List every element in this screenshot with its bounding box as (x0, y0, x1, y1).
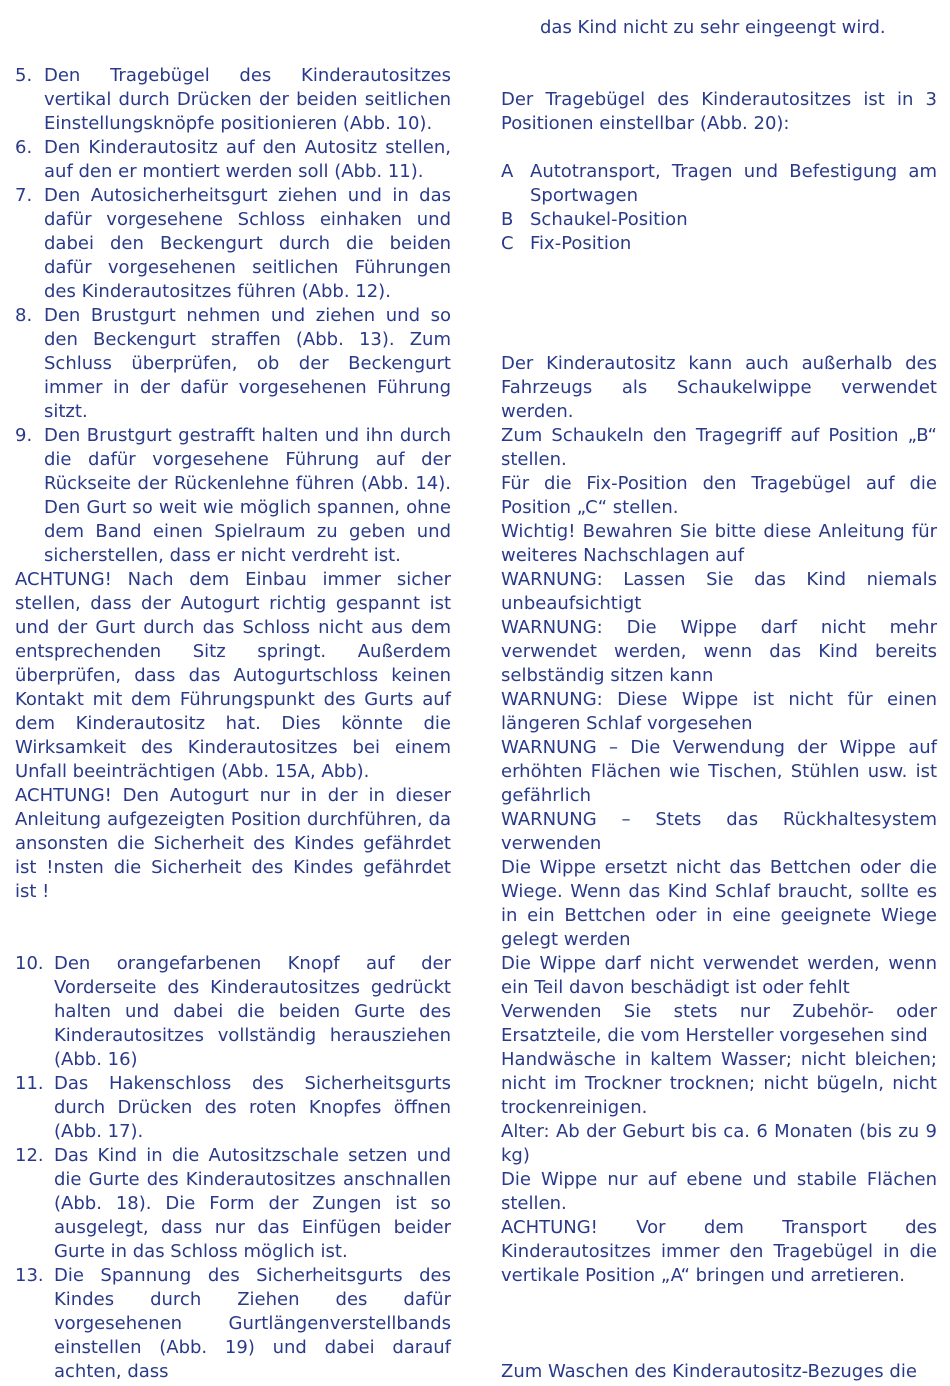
step-number: 5. (15, 65, 33, 86)
step-number: 6. (15, 137, 33, 158)
paragraph: Die Wippe ersetzt nicht das Bettchen oder die Wiege. Wenn das Kind Schlaf braucht, sollte es in ein Bettchen oder in eine geeignete Wiege gelegt werden (501, 857, 937, 950)
position-letter: C (501, 233, 514, 254)
position-letter: B (501, 209, 514, 230)
paragraph: Die Wippe nur auf ebene und stabile Flächen stellen. (501, 1169, 937, 1214)
positions-list (501, 160, 937, 256)
paragraph: Alter: Ab der Geburt bis ca. 6 Monaten (bis zu 9 kg) (501, 1121, 937, 1166)
warning-paragraph: WARNUNG – Stets das Rückhaltesystem verwenden (501, 809, 937, 854)
warning-paragraph: WARNUNG: Lassen Sie das Kind niemals unbeaufsichtigt (501, 569, 937, 614)
step-number: 8. (15, 305, 33, 326)
paragraph: Die Wippe darf nicht verwendet werden, wenn ein Teil davon beschädigt ist oder fehlt (501, 953, 937, 998)
list-item (15, 136, 451, 184)
step-text: Das Kind in die Autositzschale setzen und die Gurte des Kinderautositzes anschnallen (Abb. 18). Die Form der Zungen ist so ausgelegt, dass nur das Einfügen beider Gurte in das Schloss möglich ist. (54, 1145, 451, 1262)
step-text: Den orangefarbenen Knopf auf der Vorderseite des Kinderautositzes gedrückt halten und dabei die beiden Gurte des Kinderautositzes vollständig herausziehen (Abb. 16) (54, 953, 451, 1070)
warning-paragraph: ACHTUNG! Den Autogurt nur in der in dieser Anleitung aufgezeigten Position durchführen, da ansonsten die Sicherheit des Kindes gefährdet ist !nsten die Sicherheit des Kindes gefährdet ist ! (15, 785, 451, 902)
steps-list-a (15, 64, 451, 568)
paragraph: Der Kinderautositz kann auch außerhalb des Fahrzeugs als Schaukelwippe verwendet werden. (501, 353, 937, 422)
step-text: Den Brustgurt nehmen und ziehen und so den Beckengurt straffen (Abb. 13). Zum Schluss überprüfen, ob der Beckengurt immer in der dafür vorgesehenen Führung sitzt. (44, 305, 451, 422)
list-item (15, 304, 451, 424)
paragraph: Zum Schaukeln den Tragegriff auf Position „B“ stellen. (501, 425, 937, 470)
step-number: 9. (15, 425, 33, 446)
step-number: 12. (15, 1145, 44, 1166)
list-item (15, 64, 451, 136)
step-number: 13. (15, 1265, 44, 1286)
list-item (15, 1072, 451, 1144)
steps-list-b (15, 952, 451, 1384)
warning-paragraph: ACHTUNG! Nach dem Einbau immer sicher stellen, dass der Autogurt richtig gespannt ist und der Gurt durch das Schloss nicht aus dem entsprechenden Sitz springt. Außerdem überprüfen, dass das Autogurtschloss keinen Kontakt mit dem Führungspunkt des Gurts auf dem Kinderautositz hat. Dies könnte die Wirksamkeit des Kinderautositzes bei einem Unfall beeinträchtigen (Abb. 15A, Abb). (15, 569, 451, 782)
list-item (15, 1144, 451, 1264)
list-item (15, 424, 451, 568)
step-text: Den Tragebügel des Kinderautositzes vertikal durch Drücken der beiden seitlichen Einstellungsknöpfe positionieren (Abb. 10). (44, 65, 451, 134)
list-item (15, 1264, 451, 1384)
position-text: Autotransport, Tragen und Befestigung am Sportwagen (530, 161, 937, 206)
list-item (15, 952, 451, 1072)
position-text: Fix-Position (530, 233, 632, 254)
paragraph: Verwenden Sie stets nur Zubehör- oder Ersatzteile, die vom Hersteller vorgesehen sind (501, 1001, 937, 1046)
warning-paragraph: WARNUNG – Die Verwendung der Wippe auf erhöhten Flächen wie Tischen, Stühlen usw. ist gefährlich (501, 737, 937, 806)
paragraphs (501, 352, 937, 1288)
list-item (501, 232, 937, 256)
paragraph: Wichtig! Bewahren Sie bitte diese Anleitung für weiteres Nachschlagen auf (501, 521, 937, 566)
warning-paragraph: WARNUNG: Diese Wippe ist nicht für einen längeren Schlaf vorgesehen (501, 689, 937, 734)
warning-paragraph: ACHTUNG! Vor dem Transport des Kinderautositzes immer den Tragebügel in die vertikale Position „A“ bringen und arretieren. (501, 1217, 937, 1286)
continued-paragraph: Zum Waschen des Kinderautositz-Bezuges die (501, 1361, 917, 1382)
right-column (501, 88, 937, 1384)
step-text: Den Brustgurt gestrafft halten und ihn durch die dafür vorgesehene Führung auf der Rückseite der Rückenlehne führen (Abb. 14). Den Gurt so weit wie möglich spannen, ohne dem Band einen Spielraum zu geben und sicherstellen, dass er nicht verdreht ist. (44, 425, 451, 566)
paragraph: Handwäsche in kaltem Wasser; nicht bleichen; nicht im Trockner trocknen; nicht bügeln, nicht trockenreinigen. (501, 1049, 937, 1118)
position-text: Schaukel-Position (530, 209, 688, 230)
step-text: Das Hakenschloss des Sicherheitsgurts durch Drücken des roten Knopfes öffnen (Abb. 17). (54, 1073, 451, 1142)
position-letter: A (501, 161, 514, 182)
intro-paragraph: Der Tragebügel des Kinderautositzes ist in 3 Positionen einstellbar (Abb. 20): (501, 89, 937, 134)
continued-text-line: das Kind nicht zu sehr eingeengt wird. (540, 17, 886, 38)
paragraph: Für die Fix-Position den Tragebügel auf die Position „C“ stellen. (501, 473, 937, 518)
step-text: Die Spannung des Sicherheitsgurts des Kindes durch Ziehen des dafür vorgesehenen Gurtlängenverstellbands einstellen (Abb. 19) und dabei darauf achten, dass (54, 1265, 451, 1382)
step-text: Den Kinderautositz auf den Autositz stellen, auf den er montiert werden soll (Abb. 11). (44, 137, 451, 182)
step-number: 10. (15, 953, 44, 974)
list-item (501, 208, 937, 232)
warning-paragraph: WARNUNG: Die Wippe darf nicht mehr verwendet werden, wenn das Kind bereits selbständig sitzen kann (501, 617, 937, 686)
step-number: 11. (15, 1073, 44, 1094)
list-item (501, 160, 937, 208)
step-number: 7. (15, 185, 33, 206)
step-text: Den Autosicherheitsgurt ziehen und in das dafür vorgesehene Schloss einhaken und dabei den Beckengurt durch die beiden dafür vorgesehenen seitlichen Führungen des Kinderautositzes führen (Abb. 12). (44, 185, 451, 302)
left-column (15, 64, 451, 1384)
list-item (15, 184, 451, 304)
